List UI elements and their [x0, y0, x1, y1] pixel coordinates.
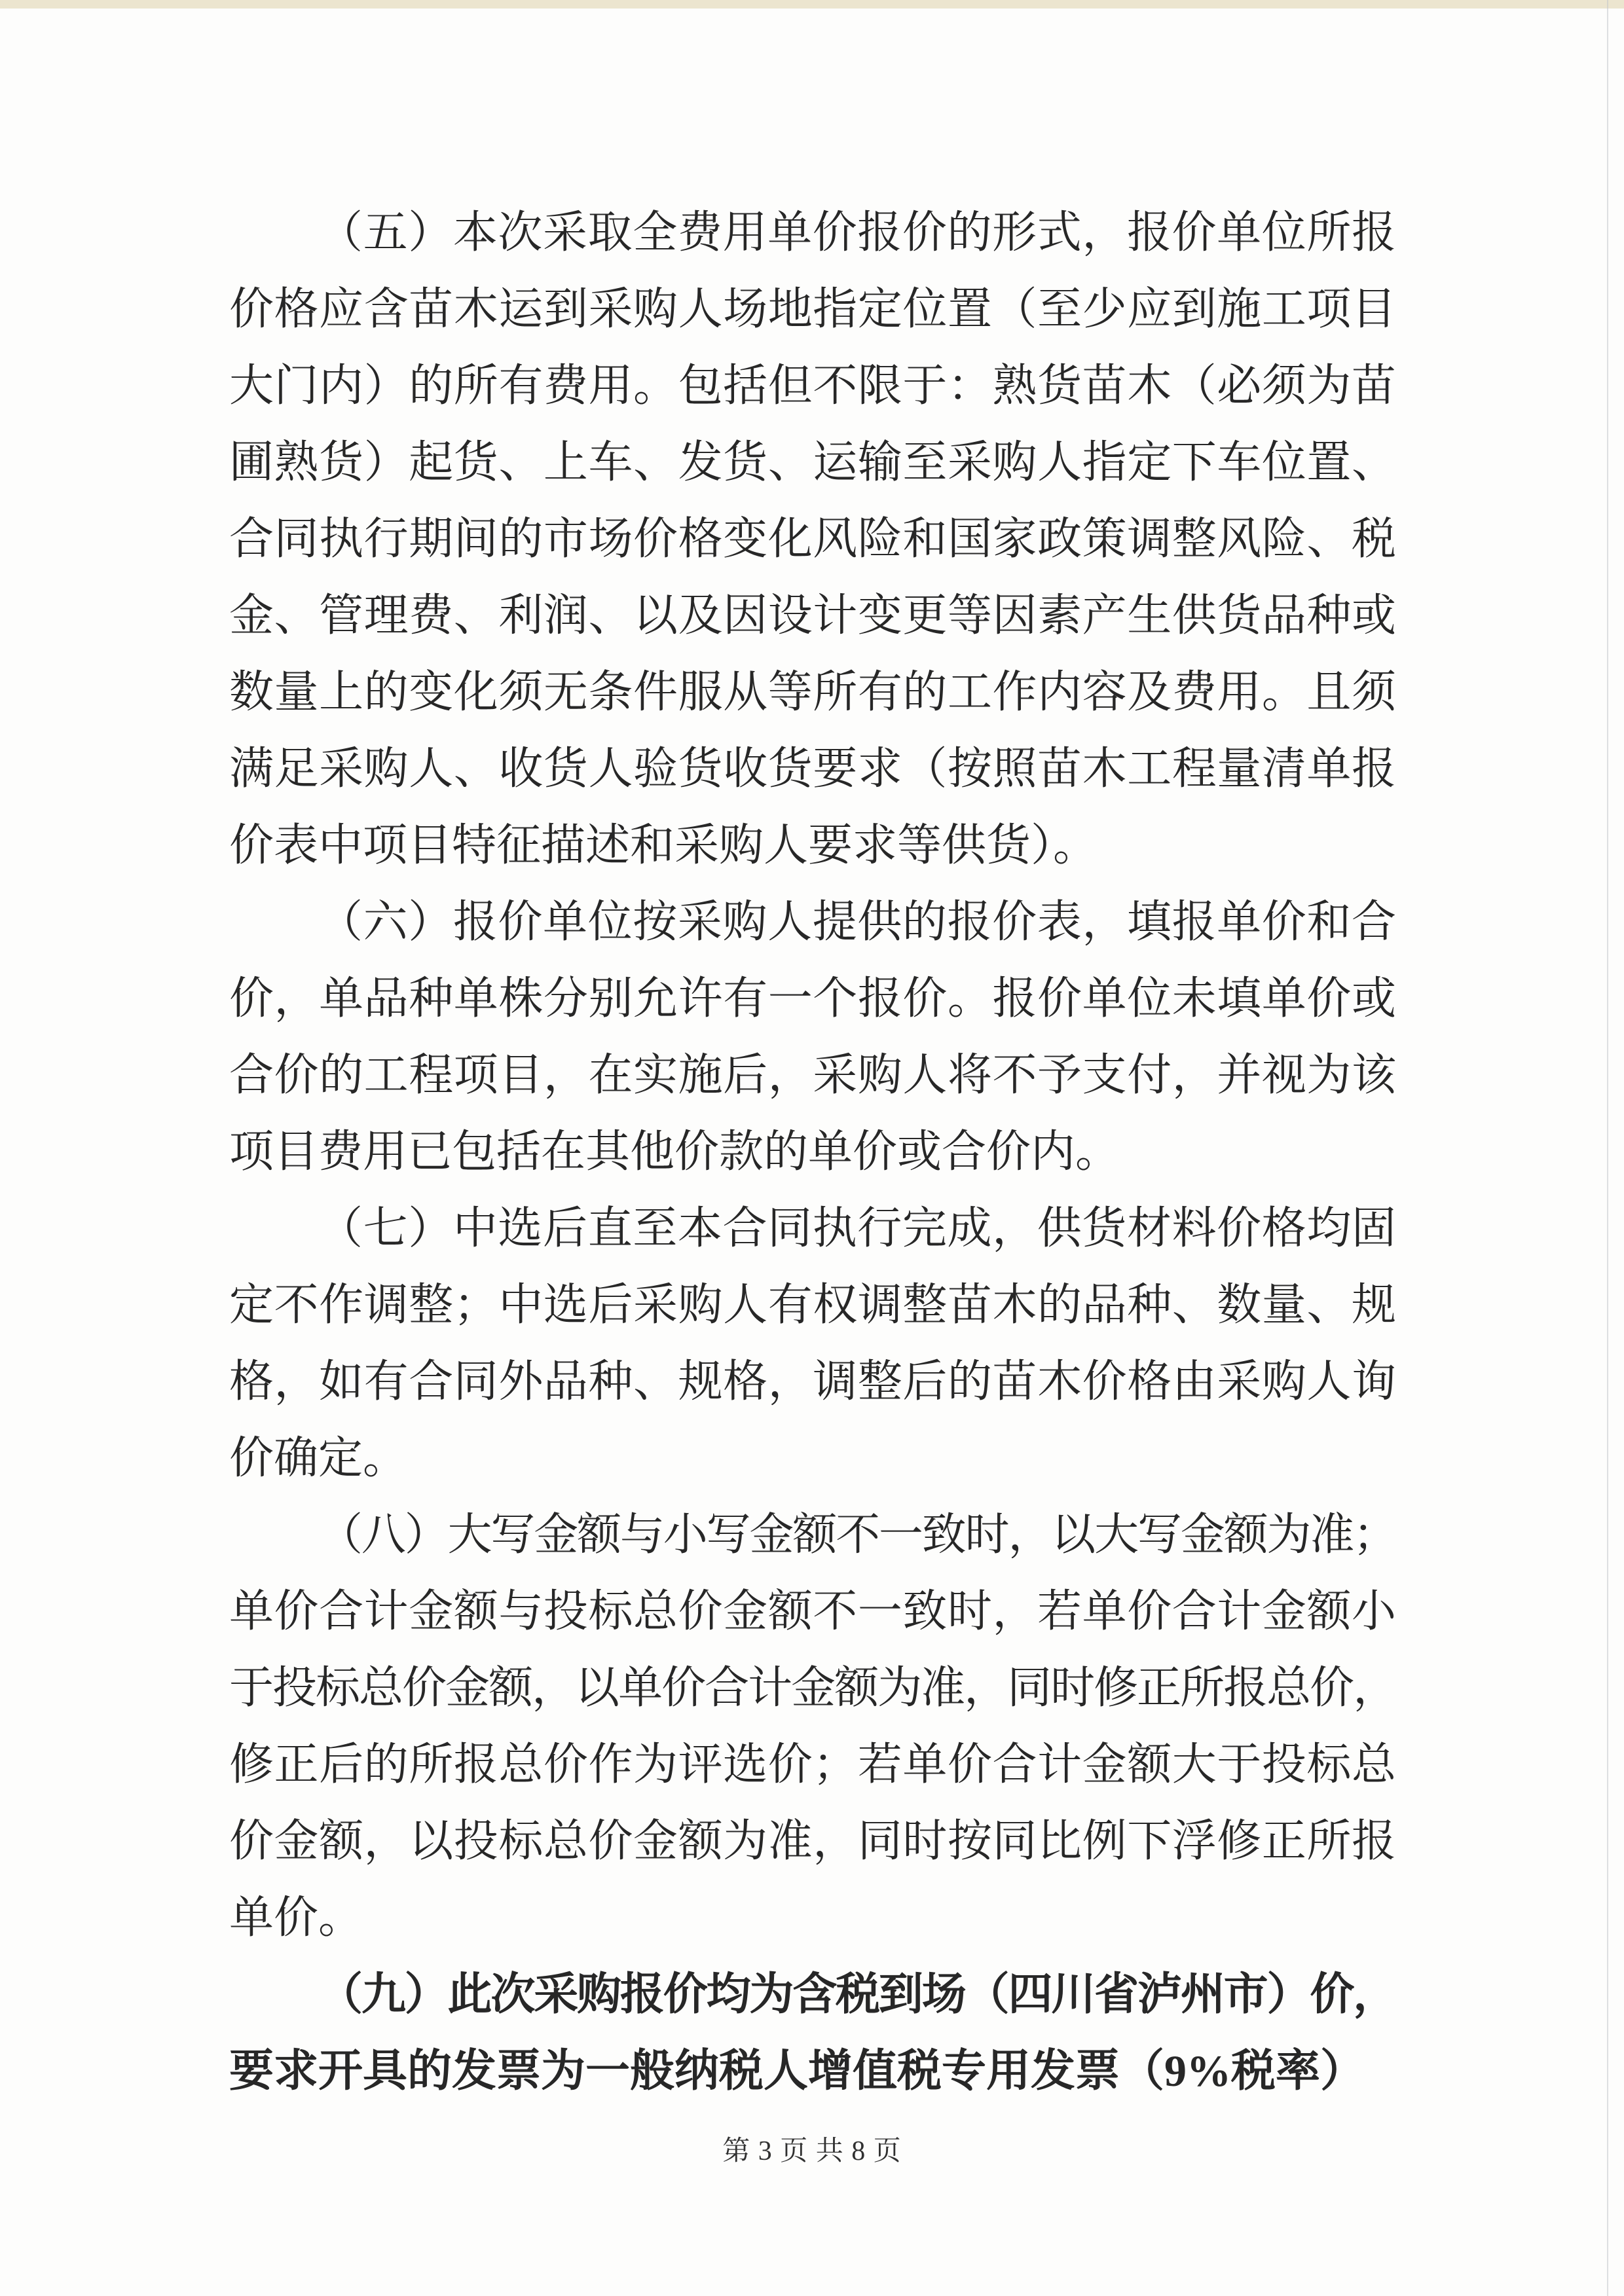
text-line: 单价。 [229, 1893, 363, 1942]
text-line: 圃熟货）起货、上车、发货、运输至采购人指定下车位置、 [229, 437, 1396, 487]
text-line: 于投标总价金额，以单价合计金额为准，同时修正所报总价， [229, 1663, 1396, 1713]
scan-right-edge-artifact [1607, 0, 1608, 2296]
text-line: 满足采购人、收货人验货收货要求（按照苗木工程量清单报 [229, 744, 1396, 793]
text-line: 价格应含苗木运到采购人场地指定位置（至少应到施工项目 [229, 284, 1396, 334]
text-line: 合同执行期间的市场价格变化风险和国家政策调整风险、税 [229, 514, 1396, 564]
clause-8-paragraph [229, 1497, 1396, 1956]
text-line: 价表中项目特征描述和采购人要求等供货）。 [229, 820, 1098, 870]
text-line: （五）本次采取全费用单价报价的形式，报价单位所报 [318, 208, 1396, 257]
text-line: 价确定。 [229, 1433, 408, 1483]
clause-6-paragraph [229, 884, 1396, 1190]
clause-5-paragraph [229, 194, 1396, 884]
text-line: 金、管理费、利润、以及因设计变更等因素产生供货品种或 [229, 591, 1396, 640]
text-line: 合价的工程项目，在实施后，采购人将不予支付，并视为该 [229, 1050, 1396, 1100]
text-line: 单价合计金额与投标总价金额不一致时，若单价合计金额小 [229, 1586, 1396, 1636]
scan-top-edge-artifact [0, 0, 1624, 9]
page-number-footer: 第 3 页 共 8 页 [722, 2136, 902, 2166]
text-line: （七）中选后直至本合同执行完成，供货材料价格均固 [318, 1203, 1396, 1253]
clause-7-paragraph [229, 1190, 1396, 1497]
text-line: （九）此次采购报价均为含税到场（四川省泸州市）价， [318, 1969, 1396, 2019]
text-line: 价金额，以投标总价金额为准，同时按同比例下浮修正所报 [229, 1816, 1396, 1866]
text-line: 修正后的所报总价作为评选价；若单价合计金额大于投标总 [229, 1740, 1396, 1789]
text-line: 价，单品种单株分别允许有一个报价。报价单位未填单价或 [229, 974, 1396, 1023]
text-line: 数量上的变化须无条件服从等所有的工作内容及费用。且须 [229, 667, 1396, 717]
text-line: 要求开具的发票为一般纳税人增值税专用发票（9%税率） [229, 2046, 1365, 2096]
text-line: （六）报价单位按采购人提供的报价表，填报单价和合 [318, 897, 1396, 947]
text-line: 项目费用已包括在其他价款的单价或合价内。 [229, 1127, 1120, 1176]
clause-9-paragraph [229, 1956, 1396, 2109]
text-line: 格，如有合同外品种、规格，调整后的苗木价格由采购人询 [229, 1357, 1396, 1406]
text-line: 定不作调整；中选后采购人有权调整苗木的品种、数量、规 [229, 1280, 1396, 1330]
document-body [229, 194, 1396, 2109]
text-line: （八）大写金额与小写金额不一致时，以大写金额为准； [318, 1510, 1396, 1559]
text-line: 大门内）的所有费用。包括但不限于：熟货苗木（必须为苗 [229, 361, 1396, 410]
